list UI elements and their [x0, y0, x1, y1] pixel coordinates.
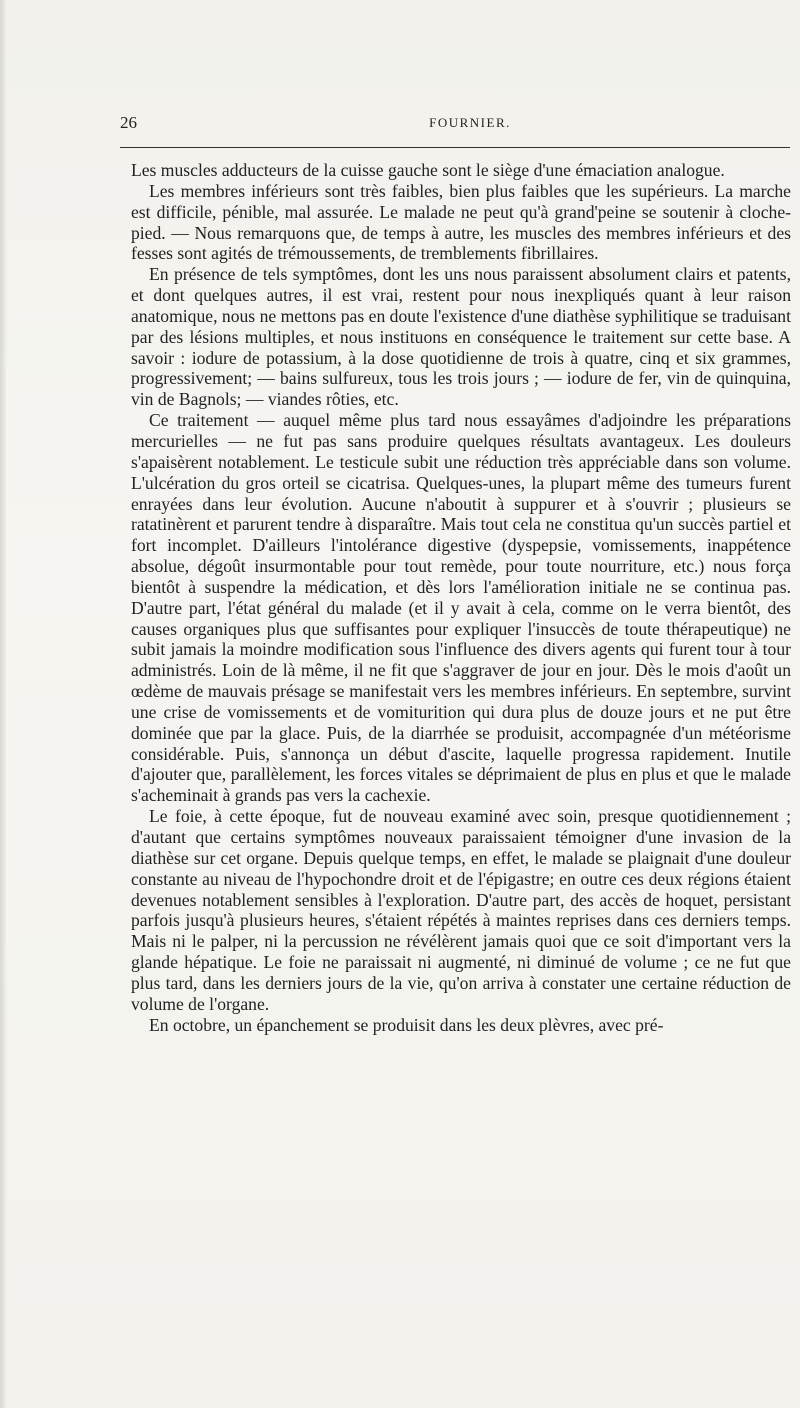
paragraph: Ce traitement — auquel même plus tard nous essayâmes d'adjoindre les préparations mercurielles — ne fut pas sans produire quelques résultats avantageux. Les douleurs s'apaisèrent notablement. Le testicule subit une réduction très appréciable dans son volume. L'ulcération du gros orteil se cicatrisa. Quelques-unes, la plupart même des tumeurs furent enrayées dans leur évolution. Aucune n'aboutit à suppurer et à s'ouvrir ; plusieurs se ratatinèrent et parurent tendre à disparaître. Mais tout cela ne constitua qu'un succès partiel et fort incomplet. D'ailleurs l'intolérance digestive (dyspepsie, vomissements, inappétence absolue, dégoût insurmontable pour tout remède, pour toute nourriture, etc.) nous força bientôt à suspendre la médication, et dès lors l'amélioration initiale ne se continua pas. D'autre part, l'état général du malade (et il y avait à cela, comme on le verra bientôt, des causes organiques plus que suffisantes pour expliquer l'insuccès de toute thérapeutique) ne subit jamais la moindre modification sous l'influence des divers agents qui furent tour à tour administrés. Loin de là même, il ne fit que s'aggraver de jour en jour. Dès le mois d'août un œdème de mauvais présage se manifestait vers les membres inférieurs. En septembre, survint une crise de vomissements et de vomiturition qui dura plus de douze jours et ne put être dominée que par la glace. Puis, de la diarrhée se produisit, accompagnée d'un météorisme considérable. Puis, s'annonça un début d'ascite, laquelle progressa rapidement. Inutile d'ajouter que, parallèlement, les forces vitales se déprimaient de plus en plus et que le malade s'acheminait à grands pas vers la cachexie. [131, 410, 791, 806]
paragraph: Les membres inférieurs sont très faibles, bien plus faibles que les supérieurs. La marche est difficile, pénible, mal assurée. Le malade ne peut qu'à grand'peine se soutenir à cloche-pied. — Nous remarquons que, de temps à autre, les muscles des membres inférieurs et des fesses sont agités de trémoussements, de tremblements fibrillaires. [131, 180, 791, 264]
page-gutter-edge [0, 0, 6, 1408]
page-number: 26 [120, 113, 137, 132]
paragraph: En présence de tels symptômes, dont les uns nous paraissent absolument clairs et patents, et dont quelques autres, il est vrai, restent pour nous inexpliqués quant à leur raison anatomique, nous ne mettons pas en doute l'existence d'une diathèse syphilitique se traduisant par des lésions multiples, et nous instituons en conséquence le traitement sur cette base. A savoir : iodure de potassium, à la dose quotidienne de trois à quatre, cinq et six grammes, progressivement; — bains sulfureux, tous les trois jours ; — iodure de fer, vin de quinquina, vin de Bagnols; — viandes rôties, etc. [131, 264, 791, 410]
page-header [120, 113, 790, 137]
paragraph: Les muscles adducteurs de la cuisse gauche sont le siège d'une émaciation analogue. [131, 160, 725, 180]
header-rule [120, 147, 790, 148]
paragraph: Le foie, à cette époque, fut de nouveau examiné avec soin, presque quotidiennement ; d'autant que certains symptômes nouveaux paraissaient témoigner d'une invasion de la diathèse sur cet organe. Depuis quelque temps, en effet, le malade se plaignait d'une douleur constante au niveau de l'hypochondre droit et de l'épigastre; en outre ces deux régions étaient devenues notablement sensibles à l'exploration. D'autre part, des accès de hoquet, persistant parfois jusqu'à plusieurs heures, s'étaient répétés à maintes reprises dans ces derniers temps. Mais ni le palper, ni la percussion ne révélèrent jamais quoi que ce soit d'important vers la glande hépatique. Le foie ne paraissait ni augmenté, ni diminué de volume ; ce ne fut que plus tard, dans les derniers jours de la vie, qu'on arriva à constater une certaine réduction de volume de l'organe. [131, 806, 791, 1014]
paragraph: En octobre, un épanchement se produisit dans les deux plèvres, avec pré- [149, 1014, 664, 1035]
body-text [131, 160, 791, 1035]
running-head: FOURNIER. [429, 115, 511, 130]
